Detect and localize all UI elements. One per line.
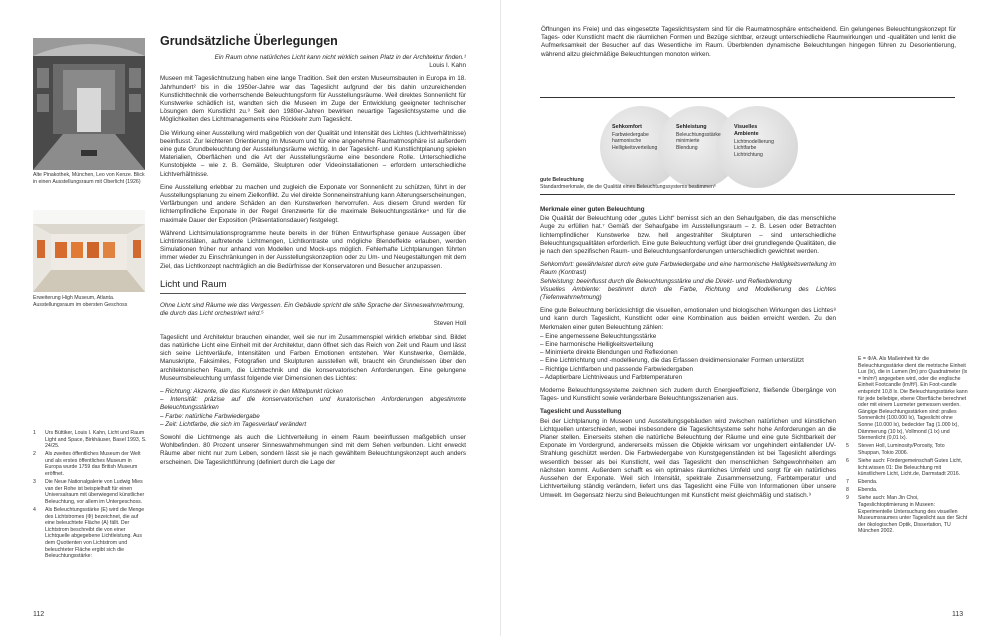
footnote: 3 Die Neue Nationalgalerie von Ludwig Mies van der Rohe ist beispielhaft für einen Universalraum mit überwiegend künstlicher Beleuchtung, vor allem im Untergeschoss. [33,479,145,505]
section-title-tageslicht: Tageslicht und Ausstellung [540,408,622,416]
gallery-photo-alte-pinakothek [33,38,145,170]
paragraph: Sehkomfort: gewährleistet durch eine gute Farbwiedergabe und eine harmonische Helligkeitsverteilung im Raum (Kontrast) [540,261,836,277]
paragraph: Bei der Lichtplanung in Museen und Ausstellungsgebäuden wird zwischen natürlichen und künstlichen Lichtquellen unterschieden, wobei insbesondere die Tageslichtsysteme sehr hohe Anforderungen an die Planer stellen. Einerseits stehen die natürliche Beleuchtung der Räume und eine gute Sichtbarkeit der Exponate im Vordergrund, andererseits müssen die Objekte wirksam vor ungehindert einfallender UV-Strahlung geschützt werden. Die Farbwiedergabe von Kunstgegenständen ist bei Tageslicht allerdings wesentlich besser als bei Kunstlicht, weil das Tageslicht den menschlichen Sehgewohnheiten am nächsten kommt. Außerdem schafft es ein optimales räumliches Umfeld und sorgt für ein natürliches Aussehen der Exponate. Weil sich Intensität, spektrale Zusammensetzung, Farbtemperatur und Lichtverteilung ständig verändern, liefert uns das Tageslicht eine Fülle von Informationen über unsere Umwelt. Im Gegensatz hierzu sind Beleuchtungen mit Kunstlicht meist gleichmäßig und statisch.⁹ [540,417,836,499]
list-item: – Richtige Lichtfarben und passende Farbwiedergaben [540,366,836,374]
circle-items: Beleuchtungsstärke minimierte Blendung [676,132,721,151]
image1-caption: Alte Pinakothek, München, Leo von Kenze. Blick in einen Ausstellungsraum mit Oberlicht (1926) [33,172,145,185]
intro-quote-author: Louis I. Kahn [429,62,466,70]
image2-caption: Erweiterung High Museum, Atlanta. Ausstellungsraum im obersten Geschoss [33,295,128,308]
margin-note: 8 Ebenda. [846,487,878,494]
diagram-caption-text: Standardmerkmale, die die Qualität eines Beleuchtungssystems bestimmen⁶ [540,183,717,190]
left-main-text [160,54,466,472]
intro-quote: Ein Raum ohne natürliches Licht kann nicht wirklich seinen Platz in der Architektur finden.¹ [214,54,466,61]
list-item: – Adaptierbare Lichtniveaus und Farbtemperaturen [540,374,836,382]
page-title: Grundsätzliche Überlegungen [160,34,338,48]
margin-note: 5 Steven Holl, Luminosity/Porosity, Toto Shuppan, Tokio 2006. [846,443,945,456]
circle-label: Visuelles Ambiente [734,124,759,137]
section-title-licht-und-raum: Licht und Raum [160,278,227,290]
list-item: – Intensität: präzise auf die konservatorischen und kuratorischen Anforderungen abgestimmte Beleuchtungsstärken [160,396,466,412]
paragraph: Tageslicht und Architektur brauchen einander, weil sie nur im Zusammenspiel wirklich erlebbar sind. Bildet das natürliche Licht eine Einheit mit der Architektur, dann öffnet sich das Reich von Zeit und Raum und lässt sich seine Lichtverläufe, Intensitäten und Farben Emotionen entstehen. Wer Kunstwerke, Gemälde, Manuskripte, Faksimiles, Fotografien und Skulpturen ausstellen will, braucht ein Grundwissen über den architektonischen Raum, die Lichttechnik und die konservatorischen Anforderungen. Eine gelungene Museumsbeleuchtung umfasst folgende vier Dimensionen des Lichtes: [160,333,466,382]
paragraph: Visuelles Ambiente: bestimmt durch die Farbe, Richtung und Modellierung des Lichtes (Tiefenwahrnehmung) [540,285,836,302]
diagram-caption-title: gute Beleuchtung [540,177,584,183]
list-item: – Eine Lichtrichtung und -modellierung, die das Erfassen dreidimensionaler Formen unterstützt [540,357,836,365]
paragraph: Die Wirkung einer Ausstellung wird maßgeblich von der Qualität und Intensität des Lichtes (Lichtverhältnisse) beeinflusst. Zur leichteren Orientierung im Museum und für eine angenehme Raumatmosphäre ist außerdem eine gute Grundbeleuchtung der Ausstellungsräume wichtig. In der Tageslicht- und Kunstlichtplanung spielen Materialien, Oberflächen und die Art der Ausstellungsräume eine besondere Rolle. Unterschiedliche Kunstobjekte – wie z. B. Gemälde, Skulpturen oder Videoinstallationen – erfordern unterschiedliche Lichtverhältnisse. [160,129,466,178]
list-item: – Eine harmonische Helligkeitsverteilung [540,341,836,349]
footnote: 2 Als zweites öffentliches Museum der Welt und als erstes öffentliches Museum in Europa wurde 1759 das British Museum eröffnet. [33,451,141,478]
circle-label: Sehleistung [676,124,707,130]
paragraph: Während Lichtsimulationsprogramme heute bereits in der frühen Entwurfsphase genaue Aussagen über Lichtintensitäten, auftretende Lichtmengen, Lichtkontraste und mögliche Blendeffekte erlauben, werden Simulationen früher nur anhand von Modellen und Mock-ups möglich. Fehlerhafte Lichtplanungen führten immer wieder zu Einschränkungen in der Ausstellungskonzeption oder zu Um- und Neugestaltungen mit dem Ziel, das Lichtkonzept nachträglich an die Bedürfnisse der Konservatoren und Besucher anzupassen. [160,229,466,270]
right-margin-notes [846,356,968,536]
diagram-caption [540,177,955,190]
margin-note: 6 Siehe auch: Fördergemeinschaft Gutes Licht, licht.wissen 01: Die Beleuchtung mit künstlichem Licht, Licht.de, Darmstadt 2016. [846,457,963,478]
circle-items: Farbwiedergabe harmonische Helligkeitsverteilung [612,132,658,151]
list-item: – Richtung: Akzente, die das Kunstwerk in den Mittelpunkt rücken [160,388,466,396]
margin-note: 9 Siehe auch: Man Jin Choi, Tageslichtoptimierung in Museen: Experimentelle Untersuchung des visuellen Museumsraumes unter Tageslicht aus der Sicht der ökologischen Optik, Dissertation, TU München 2002. [846,495,968,535]
circle-label: Sehkomfort [612,124,642,130]
section-divider [160,293,466,294]
gallery-photo-high-museum [33,210,145,292]
list-item: – Eine angemessene Beleuchtungsstärke [540,333,836,341]
right-top-text [541,26,956,64]
section-quote: Ohne Licht sind Räume wie das Vergessen. Ein Gebäude spricht die stille Sprache der Sinneswahrnehmung, die durch das Licht orchestriert wird.⁵ [160,302,465,318]
paragraph: Die Qualität der Beleuchtung oder „gutes Licht“ bemisst sich an den Sehaufgaben, die das menschliche Auge zu erfüllen hat.⁷ Gemäß der Sehaufgabe im Ausstellungsraum – z. B. Lesen oder Betrachten lichtempfindlicher Kunstwerke bzw. hell angestrahlter Skulpturen – sind unterschiedliche Beleuchtungsqualitäten erforderlich. Eine gute Beleuchtung verfügt über drei grundlegende Qualitäten, die je nach den spezifischen Raum- und Beleuchtungsanforderungen unterschiedlich gewichtet werden. [540,215,836,256]
margin-note: E = Φ/A. Als Maßeinheit für die Beleuchtungsstärke dient die metrische Einheit Lux (lx), die in Lumen (lm) pro Quadratmeter (lx = lm/m²) angegeben wird, oder die englische Einheit Footcandle (lm/ft²). Ein Foot-candle entspricht 10,8 lx. Die Beleuchtungsstärke kann für jede beliebige, ebene Oberfläche berechnet oder mit einem Luxmeter gemessen werden. Gängige Beleuchtungsstärken sind: pralles Sonnenlicht (100.000 lx), Tageslicht ohne Sonne (10.000 lx), bedeckter Tag (1.000 lx), Dämmerung (10 lx), Vollmond (1 lx) und Sternenlicht (0,01 lx). [858,356,968,442]
paragraph: Eine gute Beleuchtung berücksichtigt die visuellen, emotionalen und biologischen Wirkungen des Lichtes⁸ und kann durch Tageslicht, Kunstlicht oder eine Kombination aus beiden erreicht werden. Zu den Merkmalen einer guten Beleuchtung zählen: [540,307,836,331]
paragraph: Öffnungen ins Freie) und das eingesetzte Tageslichtsystem sind für die Raumatmosphäre entscheidend. Ein gelungenes Beleuchtungskonzept für Tages- oder Kunstlicht macht die räumlichen Formen und Bezüge sichtbar, erzeugt unterschiedliche Raumwirkungen und -qualitäten und lenkt die Aufmerksamkeit der Besucher auf das Wesentliche im Raum. Überblenden dynamische Beleuchtungen hingegen führen zu Desorientierung, während allzu gleichmäßige Beleuchtungen monoton wirken. [541,26,956,58]
paragraph: Museen mit Tageslichtnutzung haben eine lange Tradition. Seit den ersten Museumsbauten in Europa im 18. Jahrhundert² bis in die 1950er-Jahre war das Tageslicht aufgrund der bis dahin unzureichenden Kunstlichttechnik die vorherrschende Beleuchtungsform für Ausstellungsräume. Weil direktes Sonnenlicht für Kunstwerke schädlich ist, wandten sich die Museen im Zuge der Entwicklung geeigneter technischer Lösungen dem Kunstlicht zu.³ Seit den 1980er-Jahren bewirken neuartige Tageslichtsysteme und die Möglichkeiten des Lichtmanagements eine Rückkehr zum Tageslicht. [160,75,466,124]
dimensions-list [160,388,466,429]
section-title-merkmale: Merkmale einer guten Beleuchtung [540,206,645,213]
list-item: – Minimierte direkte Blendungen und Reflexionen [540,349,836,357]
right-main-text [540,206,836,505]
paragraph: Moderne Beleuchtungssysteme zeichnen sich zudem durch Energieeffizienz, fließende Übergänge von Tages- und Kunstlicht sowie veränderbare Beleuchtungsszenarien aus. [540,387,836,403]
page-number-left: 112 [33,611,45,618]
footnote: 4 Als Beleuchtungsstärke (E) wird die Menge des Lichtstromes (Φ) bezeichnet, die auf eine beleuchtete Fläche (A) fällt. Der Lichtstrom beschreibt die von einer Lichtquelle abgegebene Lichtleistung. Aus dem Quotienten von Lichtstrom und beleuchteter Fläche ergibt sich die Beleuchtungsstärke: [33,507,145,560]
paragraph: Sowohl die Lichtmenge als auch die Lichtverteilung in einem Raum beeinflussen maßgeblich unser Wohlbefinden. 80 Prozent unserer Sinneswahrnehmungen sind mit dem Sehen verbunden. Licht erweckt Räume aber nicht nur zum Leben, sondern lässt sie je nach gewähltem Beleuchtungskonzept auch anders erscheinen. Die Tageslichtführung (definiert durch die Lage der [160,433,466,466]
features-list [540,333,836,382]
paragraph: Sehleistung: beeinflusst durch die Beleuchtungsstärke und die Direkt- und Reflexblendung [540,277,792,285]
left-footnotes [33,430,148,561]
section-quote-author: Steven Holl [433,320,466,328]
footnote: 1 Urs Büttiker, Louis I. Kahn, Licht und Raum Light and Space, Birkhäuser, Basel 1993, S. 24/25. [33,430,147,450]
margin-note: 7 Ebenda. [846,479,878,486]
page-number-right: 113 [952,611,964,618]
paragraph: Eine Ausstellung erlebbar zu machen und zugleich die Exponate vor Sonnenlicht zu schützen, führt in der Ausstellungsplanung zu einem Zielkonflikt. Zu viel direkte Sonneneinstrahlung kann Alterungserscheinungen, Verfärbungen und andere Schäden an den Kunstwerken hervorrufen. Aus diesem Grund werden für lichtempfindliche Exponate in der Regel Grenzwerte für die maximale Beleuchtungsstärke⁴ und für die maximale Dauer der Exposition (Präsentationsdauer) festgelegt. [160,183,466,224]
circle-items: Lichtmodellierung Lichtfarbe Lichtrichtung [734,139,774,158]
list-item: – Zeit: Lichtfarbe, die sich im Tagesverlauf verändert [160,421,466,429]
list-item: – Farbe: natürliche Farbwiedergabe [160,413,466,421]
